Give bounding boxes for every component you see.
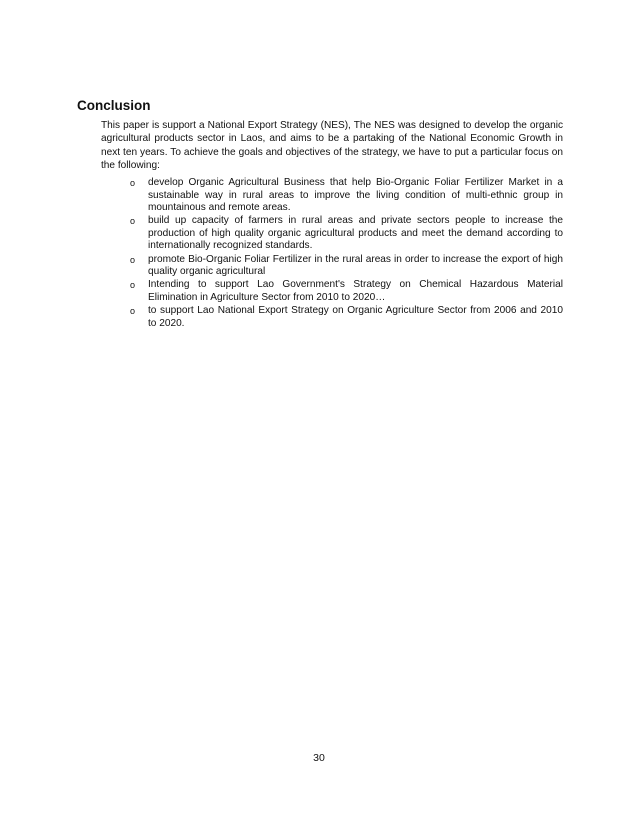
- bullet-text: develop Organic Agricultural Business that help Bio-Organic Foliar Fertilizer Market in a sustainable way in rural areas to improve the living condition of multi-ethnic group in mountainous and remote areas.: [148, 177, 563, 214]
- bullet-item: [101, 305, 563, 330]
- intro-paragraph: This paper is support a National Export Strategy (NES), The NES was designed to develop the organic agricultural products sector in Laos, and aims to be a partaking of the National Economic Growth in next ten years. To achieve the goals and objectives of the strategy, we have to put a particular focus on the following:: [101, 120, 563, 172]
- circle-bullet-icon: o: [130, 254, 136, 265]
- circle-bullet-icon: o: [130, 216, 136, 227]
- bullet-text: promote Bio-Organic Foliar Fertilizer in the rural areas in order to increase the export of high quality organic agricultural: [148, 253, 563, 278]
- bullet-text: build up capacity of farmers in rural areas and private sectors people to increase the production of high quality organic agricultural products and meet the demand according to internationally recognized standards.: [148, 215, 563, 252]
- bullet-item: [101, 215, 563, 253]
- bullet-item: [101, 279, 563, 304]
- circle-bullet-icon: o: [130, 305, 136, 316]
- circle-bullet-icon: o: [130, 178, 136, 188]
- section-heading: Conclusion: [77, 98, 151, 113]
- circle-bullet-icon: o: [130, 280, 136, 291]
- bullet-list: [101, 177, 563, 331]
- page-number: 30: [313, 752, 325, 764]
- bullet-text: Intending to support Lao Government's Strategy on Chemical Hazardous Material Elimination in Agriculture Sector from 2010 to 2020…: [148, 279, 563, 303]
- bullet-item: [101, 254, 563, 279]
- bullet-text: to support Lao National Export Strategy on Organic Agriculture Sector from 2006 and 2010 to 2020.: [148, 304, 563, 329]
- bullet-item: [101, 177, 563, 215]
